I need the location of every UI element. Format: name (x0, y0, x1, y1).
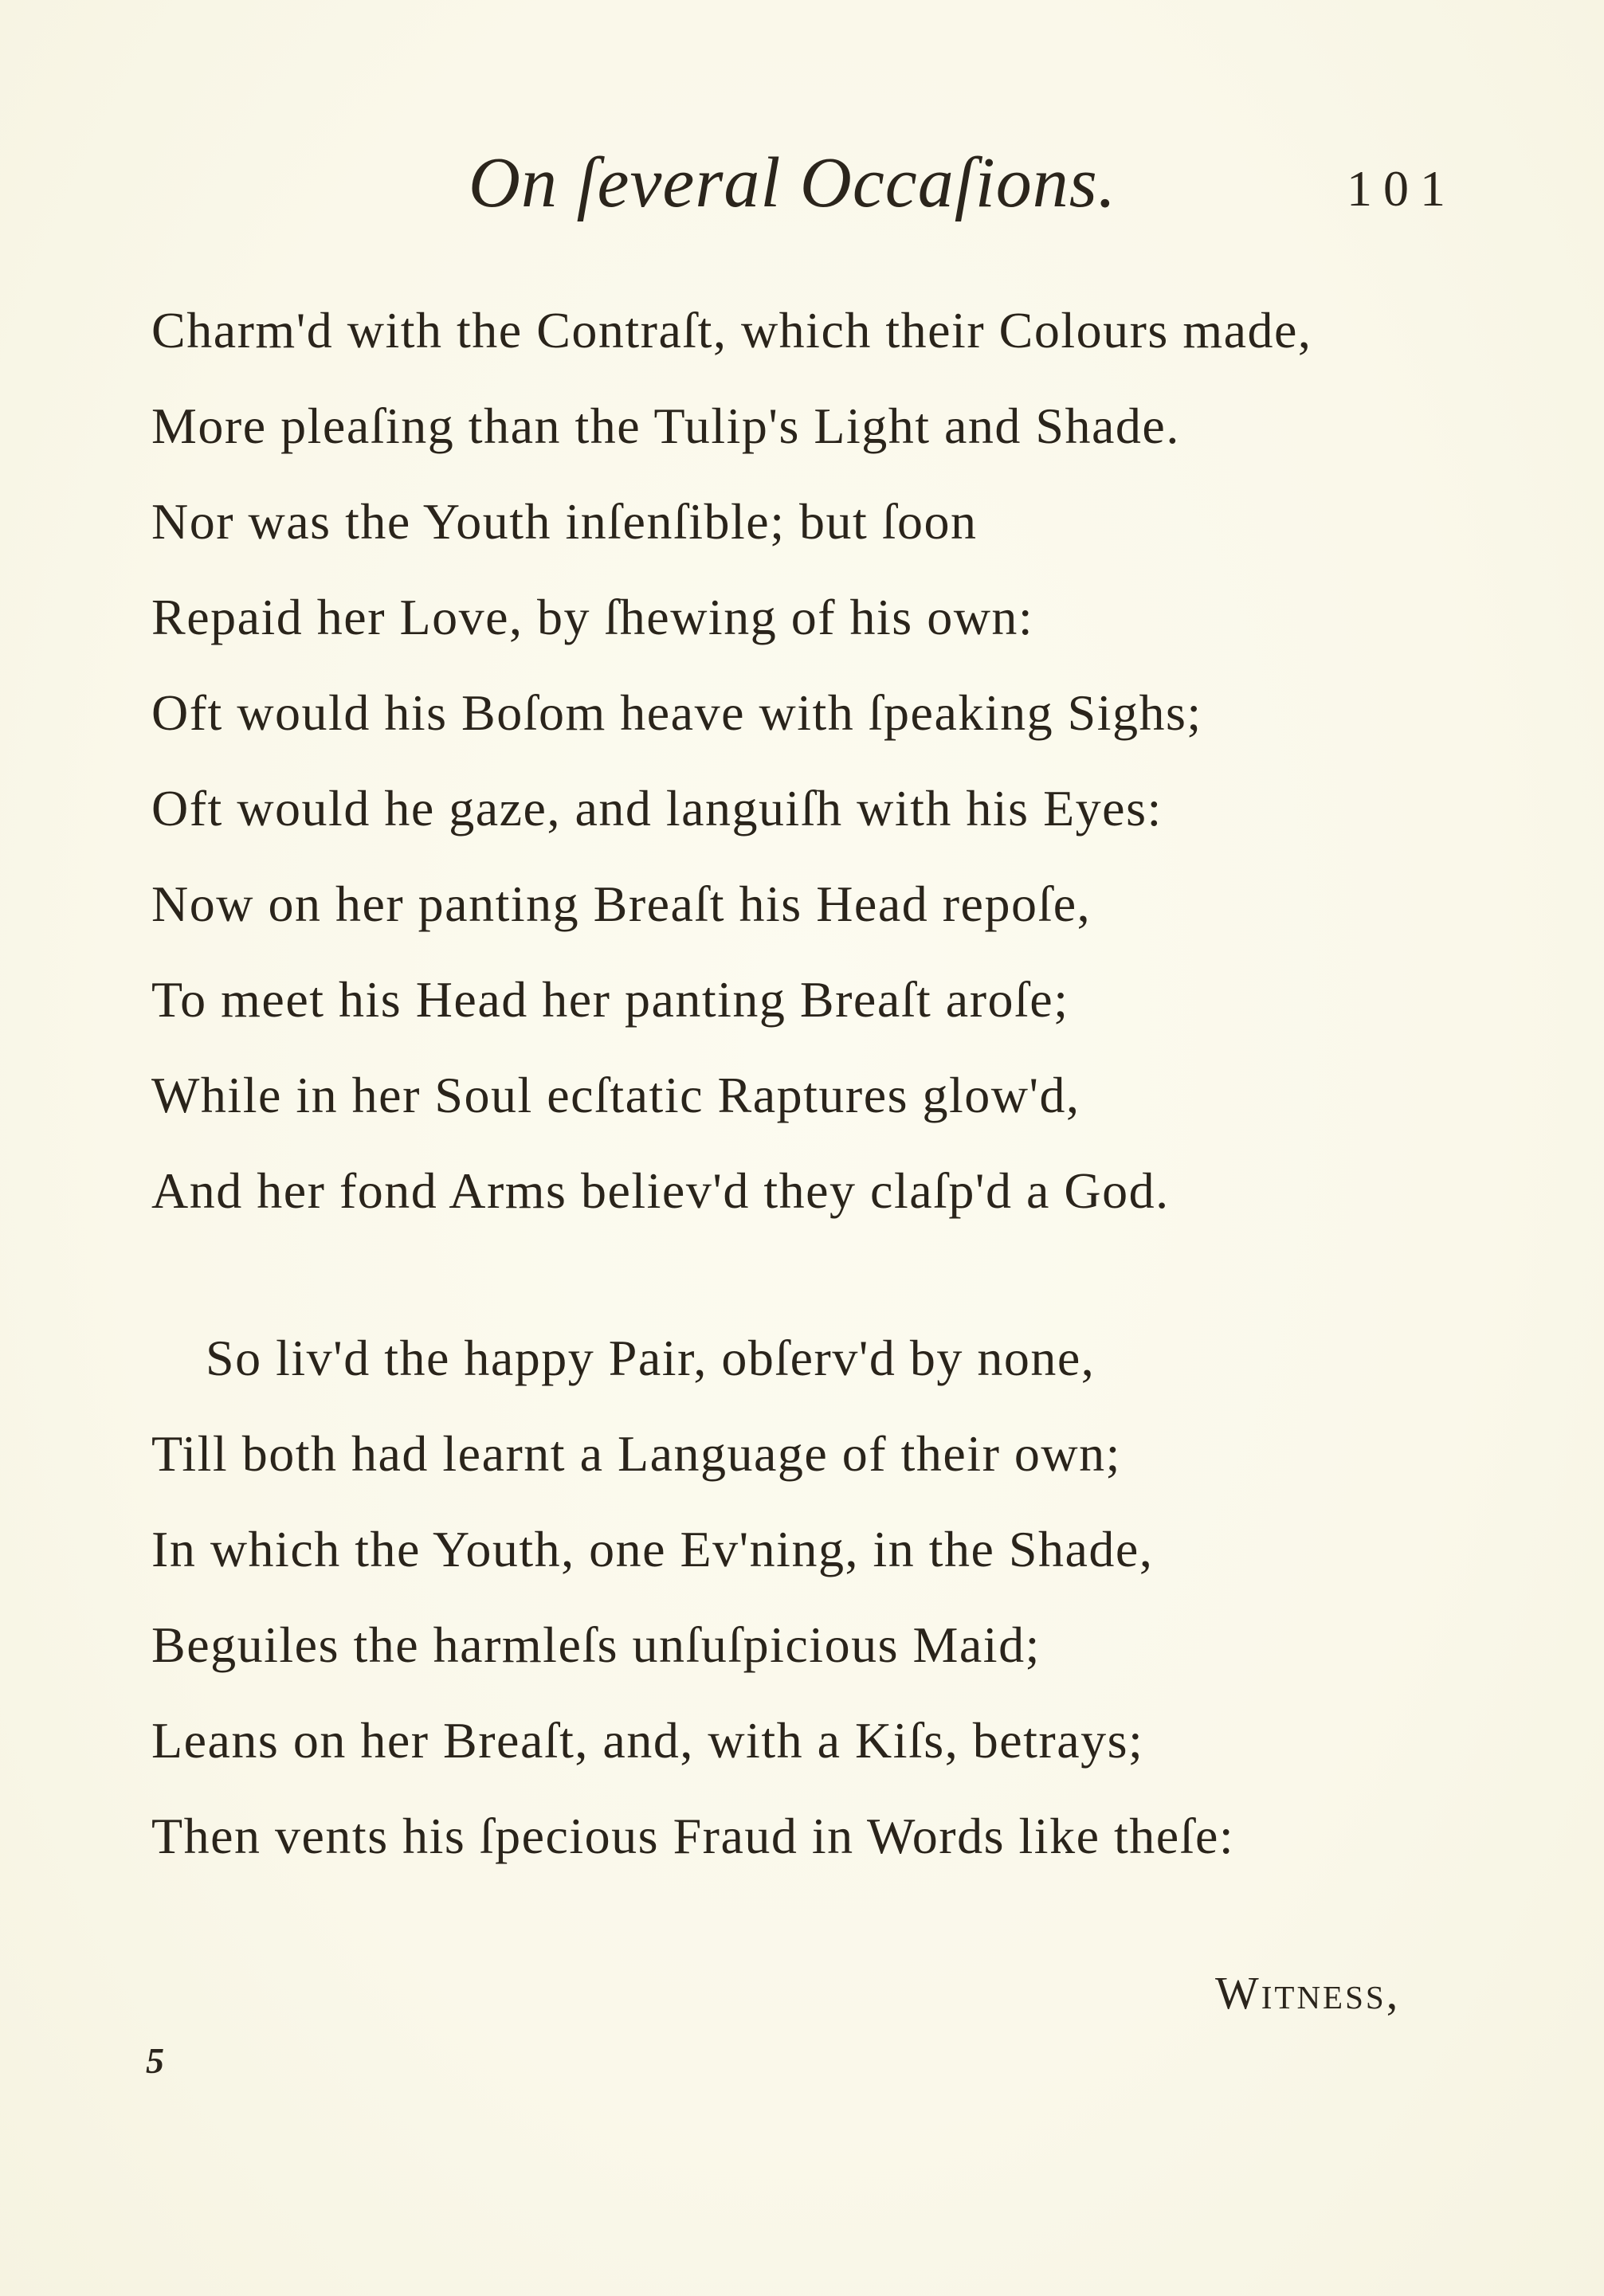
stanza-2 (151, 1311, 1522, 1884)
verse-line: Oft would he gaze, and languiſh with his Eyes: (151, 780, 1163, 837)
verse-line: To meet his Head her panting Breaſt aroſe; (151, 971, 1069, 1028)
verse-line: Now on her panting Breaſt his Head repoſe, (151, 876, 1092, 932)
verse-line: Till both had learnt a Language of their own; (151, 1425, 1121, 1482)
verse-line: Charm'd with the Contraſt, which their Colours made, (151, 302, 1312, 359)
verse-line-indented: So liv'd the happy Pair, obſerv'd by none, (206, 1330, 1096, 1386)
stanza-1 (151, 283, 1522, 1239)
running-title: On ſeveral Occaſions. (469, 143, 1117, 222)
signature-mark: 5 (146, 2040, 164, 2081)
page-number: 101 (1347, 160, 1457, 217)
verse-line: Beguiles the harmleſs unſuſpicious Maid; (151, 1616, 1041, 1673)
verse-line: In which the Youth, one Ev'ning, in the Shade, (151, 1521, 1154, 1577)
verse-line: Nor was the Youth inſenſible; but ſoon (151, 493, 978, 550)
verse-line: Repaid her Love, by ſhewing of his own: (151, 589, 1034, 645)
verse-line: Then vents his ſpecious Fraud in Words like theſe: (151, 1808, 1235, 1864)
verse-line: More pleaſing than the Tulip's Light and Shade. (151, 398, 1180, 454)
verse-line: Oft would his Boſom heave with ſpeaking Sighs; (151, 684, 1202, 741)
catchword: Witness, (1215, 1967, 1401, 2019)
verse-line: And her fond Arms believ'd they claſp'd a God. (151, 1162, 1170, 1219)
verse-line: Leans on her Breaſt, and, with a Kiſs, betrays; (151, 1712, 1144, 1769)
verse-line: While in her Soul ecſtatic Raptures glow'd, (151, 1067, 1080, 1123)
